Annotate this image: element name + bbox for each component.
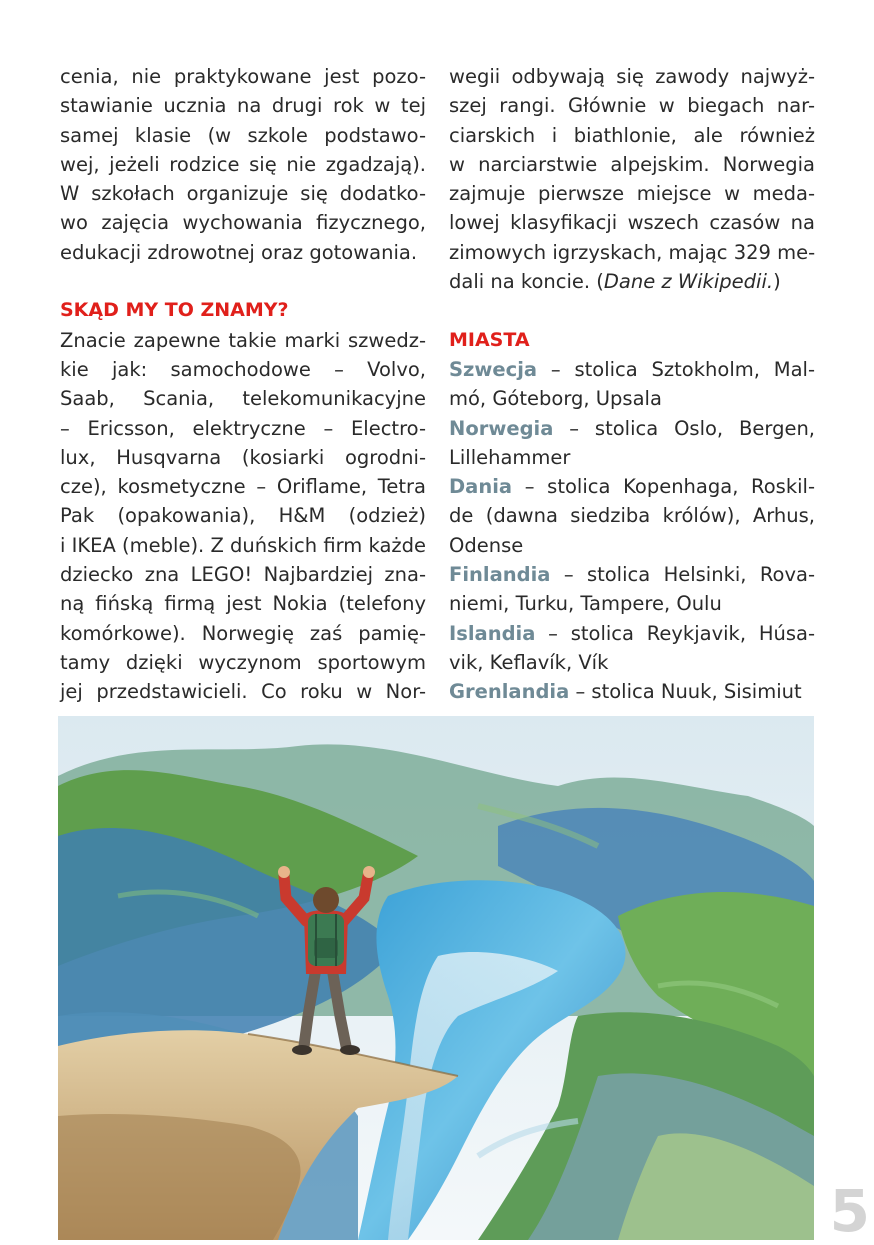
hiker-backpack-pocket	[314, 938, 338, 958]
text-line: mó, Góteborg, Upsala	[449, 387, 662, 411]
text-line: wegii odbywają się zawody najwyż-	[449, 65, 815, 88]
text-line	[449, 267, 815, 296]
text-line: edukacji zdrowotnej oraz gotowania.	[60, 240, 418, 264]
country-name: Grenlandia	[449, 680, 570, 704]
page-number: 5	[829, 1177, 870, 1245]
section-heading-skad-my-to-znamy: SKĄD MY TO ZNAMY?	[60, 299, 289, 322]
city-list: – stolica Kopenhaga, Roskil-	[524, 475, 815, 499]
text-line: dziecko zna LEGO! Najbardziej zna-	[60, 563, 426, 587]
text-line: W szkołach organizuje się dodatko-	[60, 182, 426, 206]
city-entry-islandia	[449, 619, 815, 648]
text-line: cenia, nie praktykowane jest pozo-	[60, 65, 426, 88]
text-line: zimowych igrzyskach, mając 329 me-	[449, 240, 816, 264]
hiker-boot-right	[340, 1045, 360, 1055]
text-line: de (dawna siedziba królów), Arhus,	[449, 504, 815, 528]
hiker-head	[313, 887, 339, 913]
country-name: Szwecja	[449, 357, 538, 381]
source-citation: Dane z Wikipedii.	[603, 270, 774, 294]
country-name: Finlandia	[449, 563, 551, 587]
country-name: Dania	[449, 475, 513, 499]
city-entry-szwecja	[449, 355, 815, 384]
hiker-hand-left	[278, 866, 290, 878]
city-entry-grenlandia	[449, 677, 815, 706]
cliff-shadow	[58, 1114, 301, 1240]
city-entry-finlandia	[449, 560, 815, 589]
paragraph-gap	[60, 267, 426, 296]
text-line: Pak (opakowania), H&M (odzież)	[60, 504, 426, 528]
section-heading-miasta: MIASTA	[449, 328, 530, 351]
text-line: vik, Keflavík, Vík	[449, 650, 609, 674]
text-line: lowej klasyfikacji wszech czasów na	[449, 211, 815, 235]
hiker-hand-right	[363, 866, 375, 878]
country-name: Norwegia	[449, 416, 554, 440]
text-line: komórkowe). Norwegię zaś pamię-	[60, 621, 426, 645]
country-name: Islandia	[449, 621, 536, 645]
text-line: Lillehammer	[449, 445, 571, 469]
text-line: Odense	[449, 533, 524, 557]
text-line: kie jak: samochodowe – Volvo,	[60, 357, 426, 381]
text-fragment: dali na koncie. (	[449, 270, 604, 294]
city-list: – stolica Reykjavik, Húsa-	[548, 621, 815, 645]
text-line: w narciarstwie alpejskim. Norwegia	[449, 152, 815, 176]
text-line: samej klasie (w szkole podstawo-	[60, 123, 426, 147]
text-line: Saab, Scania, telekomunikacyjne	[60, 387, 426, 411]
text-line: jej przedstawicieli. Co roku w Nor-	[60, 680, 426, 704]
text-line: wej, jeżeli rodzice się nie zgadzają).	[60, 152, 426, 176]
city-list: – stolica Sztokholm, Mal-	[550, 357, 815, 381]
text-line: tamy dzięki wyczynom sportowym	[60, 650, 426, 674]
text-line: lux, Husqvarna (kosiarki ogrodni-	[60, 445, 426, 469]
text-line: wo zajęcia wychowania fizycznego,	[60, 211, 426, 235]
text-line: niemi, Turku, Tampere, Oulu	[449, 592, 722, 616]
text-line: ną fińską firmą jest Nokia (telefony	[60, 592, 426, 616]
text-line: cze), kosmetyczne – Oriflame, Tetra	[60, 475, 426, 499]
city-list: – stolica Oslo, Bergen,	[569, 416, 816, 440]
text-line: Znacie zapewne takie marki szwedz-	[60, 328, 426, 352]
left-column	[60, 62, 426, 707]
hiker-boot-left	[292, 1045, 312, 1055]
paragraph-gap	[449, 296, 815, 325]
text-line: i IKEA (meble). Z duńskich firm każde	[60, 533, 426, 557]
text-line: stawianie ucznia na drugi rok w tej	[60, 94, 426, 118]
city-list: – stolica Nuuk, Sisimiut	[575, 680, 802, 704]
text-line: – Ericsson, elektryczne – Electro-	[60, 416, 426, 440]
text-fragment: )	[773, 270, 781, 294]
text-line: ciarskich i biathlonie, ale również	[449, 123, 815, 147]
fjord-hiker-illustration	[58, 716, 814, 1240]
city-entry-norwegia	[449, 414, 815, 443]
text-line: szej rangi. Głównie w biegach nar-	[449, 94, 815, 118]
right-column	[449, 62, 815, 707]
text-line: zajmuje pierwsze miejsce w meda-	[449, 182, 815, 206]
city-list: – stolica Helsinki, Rova-	[563, 563, 816, 587]
city-entry-dania	[449, 472, 815, 501]
